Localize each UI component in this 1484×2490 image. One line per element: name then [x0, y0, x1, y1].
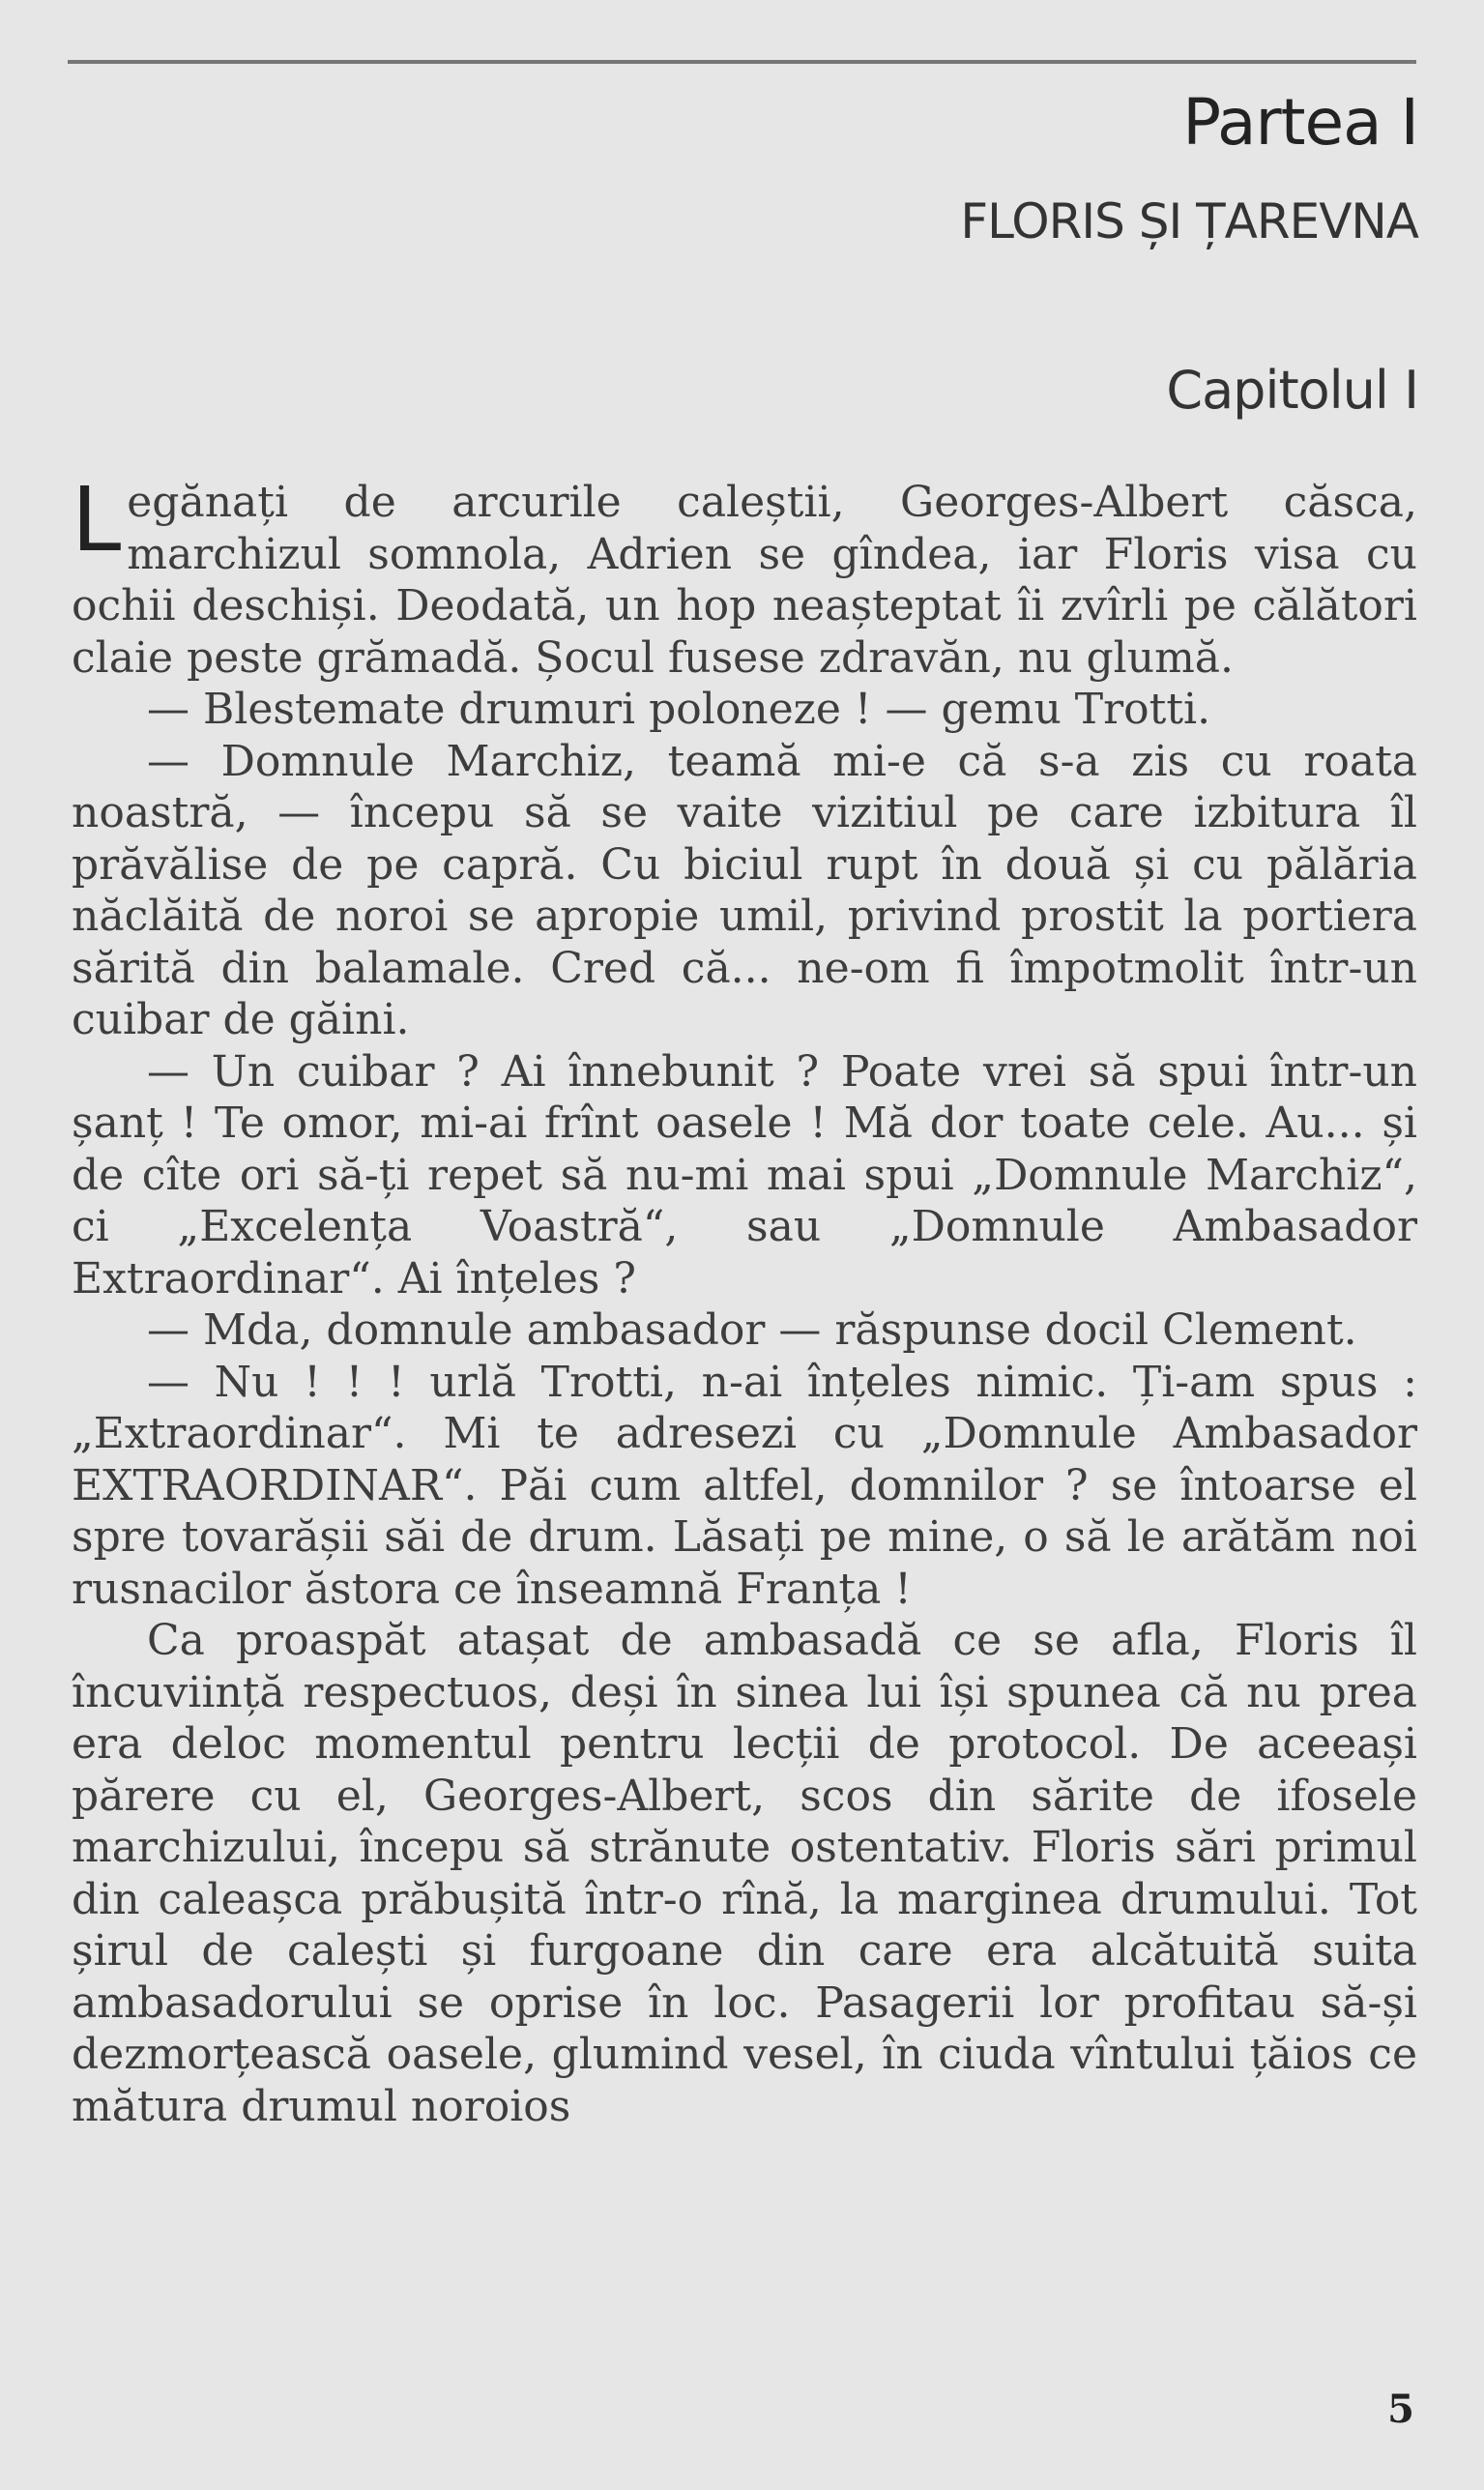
paragraph: — Blestemate drumuri poloneze ! — gemu Trotti. [147, 685, 1211, 734]
part-title: Partea I [1182, 85, 1418, 160]
page-number: 5 [1387, 2387, 1414, 2432]
paragraph [72, 468, 1417, 684]
paragraph: — Mda, domnule ambasador — răspunse docil Clement. [147, 1305, 1357, 1355]
part-subtitle: FLORIS ȘI ȚAREVNA [960, 193, 1418, 249]
top-rule [68, 60, 1416, 64]
paragraph: — Nu ! ! ! urlă Trotti, n-ai înțeles nimic. Ți-am spus : „Extraordinar“. Mi te adresezi cu „Domnule Ambasador EXTRAORDINAR“. Păi cum altfel, domnilor ? se întoarse el spre tovarășii săi de drum. Lăsați pe mine, o să le arătăm noi rusnacilor ăstora ce înseamnă Franța ! [72, 1357, 1417, 1614]
paragraph-text: egănați de arcurile caleștii, Georges-Albert căsca, marchizul somnola, Adrien se gîndea, iar Floris visa cu ochii deschiși. Deodată, un hop neașteptat îi zvîrli pe călători claie peste grămadă. Șocul fusese zdravăn, nu glumă. [72, 478, 1417, 683]
paragraph: Ca proaspăt atașat de ambasadă ce se afla, Floris îl încuviință respectuos, deși în sinea lui își spunea că nu prea era deloc momentul pentru lecții de protocol. De aceeași părere cu el, Georges-Albert, scos din sărite de ifosele marchizului, începu să strănute ostentativ. Floris sări primul din caleașca prăbușită într-o rînă, la marginea drumului. Tot șirul de calești și furgoane din care era alcătuită suita ambasadorului se oprise în loc. Pasagerii lor profitau să-și dezmorțească oasele, glumind vesel, în ciuda vîntului țăios ce mătura drumul noroios [72, 1616, 1417, 2131]
drop-cap: L [72, 468, 122, 571]
chapter-body [72, 468, 1417, 2132]
paragraph: — Domnule Marchiz, teamă mi-e că s-a zis cu roata noastră, — începu să se vaite vizitiul pe care izbitura îl prăvălise de pe capră. Cu biciul rupt în două și cu pălăria năclăită de noroi se apropie umil, privind prostit la portiera sărită din balamale. Cred că... ne-om fi împotmolit într-un cuibar de găini. [72, 736, 1417, 1044]
chapter-title: Capitolul I [1166, 360, 1418, 421]
paragraph: — Un cuibar ? Ai înnebunit ? Poate vrei să spui într-un șanț ! Te omor, mi-ai frînt oasele ! Mă dor toate cele. Au... și de cîte ori să-ți repet să nu-mi mai spui „Domnule Marchiz“, ci „Excelența Voastră“, sau „Domnule Ambasador Extraordinar“. Ai înțeles ? [72, 1046, 1417, 1304]
